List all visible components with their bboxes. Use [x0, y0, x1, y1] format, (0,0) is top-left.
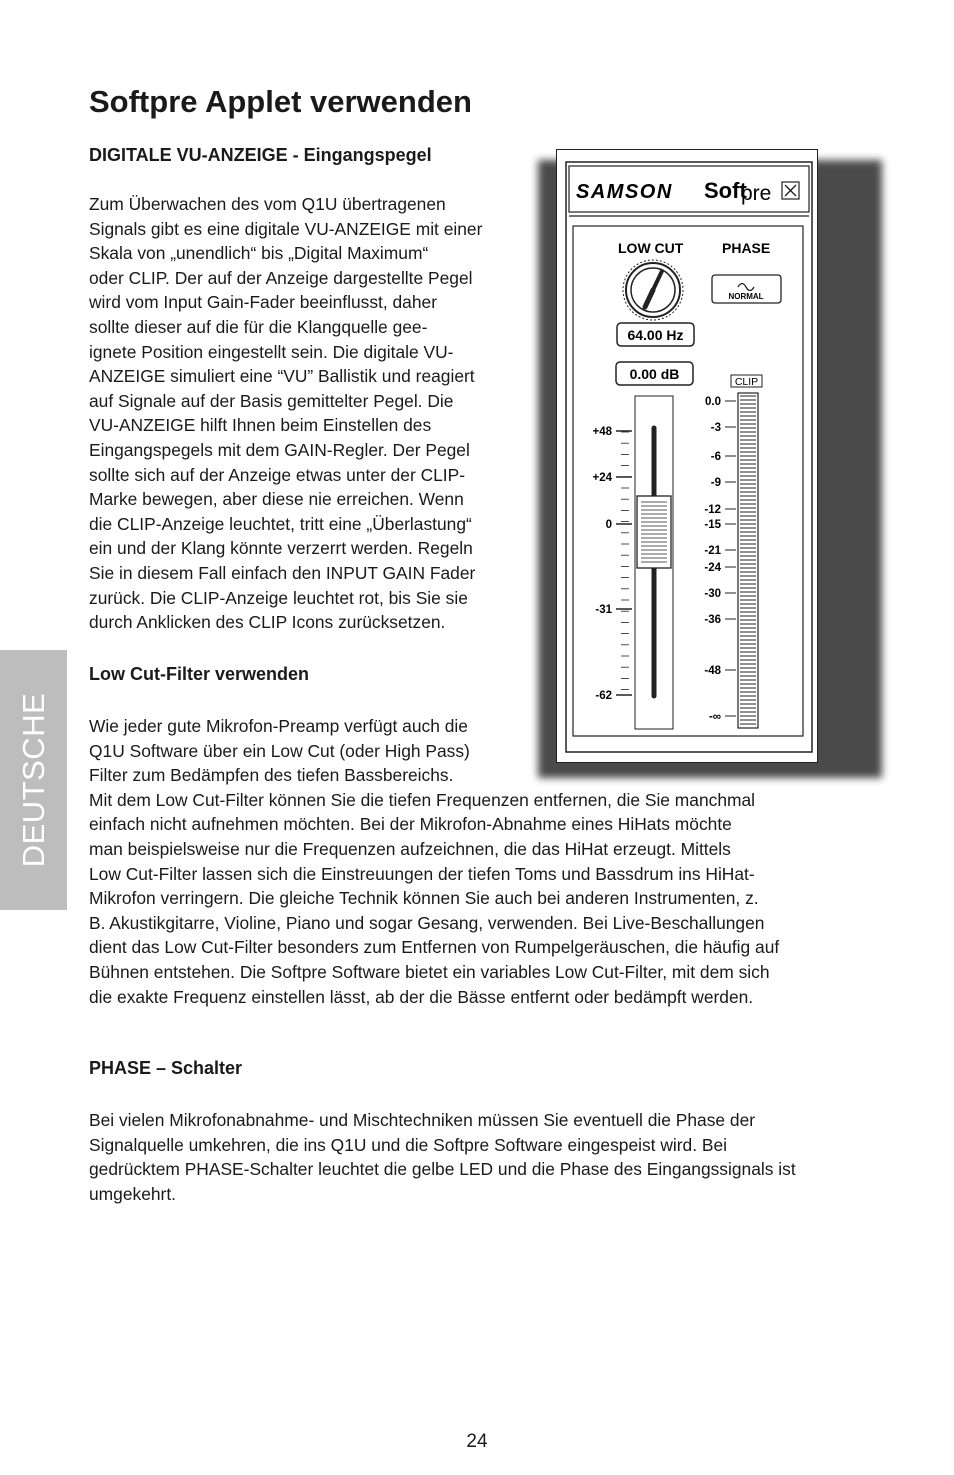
- text-line: oder CLIP. Der auf der Anzeige dargestellte Pegel: [89, 267, 473, 288]
- lowcut-knob[interactable]: [623, 260, 683, 320]
- text-line: B. Akustikgitarre, Violine, Piano und sogar Gesang, verwenden. Bei Live-Beschallungen: [89, 912, 765, 933]
- text-line: Bei vielen Mikrofonabnahme- und Mischtechniken müssen Sie eventuell die Phase der: [89, 1110, 756, 1130]
- text-line: die CLIP-Anzeige leuchtet, tritt eine „Überlastung“: [89, 513, 472, 534]
- text-line: ANZEIGE simuliert eine “VU” Ballistik und reagiert: [89, 366, 475, 387]
- text-line: die exakte Frequenz einstellen lässt, ab der die Bässe entfernt oder bedämpft werden.: [89, 986, 754, 1007]
- text-line: sollte sich auf der Anzeige etwas unter der CLIP-: [89, 464, 466, 485]
- fader-scale-label: +48: [592, 426, 612, 438]
- section-heading-phase: PHASE – Schalter: [89, 1058, 243, 1078]
- text-line: Mikrofon verringern. Die gleiche Technik können Sie auch bei anderen Instrumenten, z.: [89, 888, 759, 909]
- fader-scale-label: -31: [595, 604, 612, 616]
- clip-indicator[interactable]: [731, 375, 762, 388]
- side-tab-label: DEUTSCHE: [15, 692, 51, 868]
- text-line: Wie jeder gute Mikrofon-Preamp verfügt auch die: [89, 716, 468, 736]
- text-line: Zum Überwachen des vom Q1U übertragenen: [89, 194, 446, 214]
- meter-scale-label: -9: [710, 477, 721, 489]
- text-line: zurück. Die CLIP-Anzeige leuchtet rot, bis Sie sie: [89, 587, 468, 608]
- text-line: dient das Low Cut-Filter besonders zum Entfernen von Rumpelgeräuschen, die häufig auf: [89, 937, 780, 958]
- meter-scale-label: -21: [704, 545, 721, 557]
- text-line: VU-ANZEIGE hilft Ihnen beim Einstellen des: [89, 415, 432, 436]
- meter-scale-label: -48: [704, 665, 721, 677]
- text-line: auf Signale auf der Basis gemittelter Pegel. Die: [89, 390, 454, 411]
- text-line: Marke bewegen, aber diese nie erreichen. Wenn: [89, 489, 464, 510]
- clip-label: CLIP: [734, 376, 759, 388]
- phase-button[interactable]: [712, 275, 781, 303]
- text-line: gedrücktem PHASE-Schalter leuchtet die gelbe LED und die Phase des Eingangssignals ist: [89, 1159, 796, 1180]
- text-line: wird vom Input Gain-Fader beeinflusst, daher: [89, 292, 437, 313]
- section-heading-lowcut: Low Cut-Filter verwenden: [89, 664, 310, 684]
- frequency-value: 64.00 Hz: [627, 327, 684, 343]
- fader-scale-label: -62: [595, 690, 612, 702]
- phase-button-label: NORMAL: [728, 292, 764, 301]
- meter-scale-label: -30: [704, 588, 721, 600]
- text-line: Q1U Software über ein Low Cut (oder High Pass): [89, 740, 470, 761]
- text-line: durch Anklicken des CLIP Icons zurücksetzen.: [89, 612, 446, 633]
- vu-meter: [738, 393, 758, 728]
- meter-scale-label: -3: [710, 422, 721, 434]
- section-body-vu: [89, 192, 482, 635]
- text-line: Sie in diesem Fall einfach den INPUT GAIN Fader: [89, 562, 476, 583]
- text-line: Signalquelle umkehren, die ins Q1U und die Softpre Software eingespeist wird. Bei: [89, 1134, 728, 1155]
- frequency-display[interactable]: [617, 323, 694, 346]
- fader-handle[interactable]: [637, 496, 671, 568]
- text-line: umgekehrt.: [89, 1183, 176, 1204]
- close-icon[interactable]: [782, 182, 799, 199]
- page-title: Softpre Applet verwenden: [89, 84, 472, 119]
- text-line: ein und der Klang könnte verzerrt werden. Regeln: [89, 538, 473, 559]
- meter-scale-label: 0.0: [705, 396, 721, 408]
- text-line: Signals gibt es eine digitale VU-ANZEIGE mit einer: [89, 218, 483, 239]
- phase-label: PHASE: [722, 240, 771, 256]
- meter-scale-label: -15: [704, 519, 721, 531]
- softpre-logo-soft: Soft: [704, 178, 747, 203]
- gain-value: 0.00 dB: [629, 366, 680, 382]
- input-gain-fader[interactable]: [635, 396, 673, 729]
- section-body-phase: [89, 1108, 796, 1206]
- softpre-logo-pre: pre: [741, 182, 772, 205]
- softpre-panel-graphic: [557, 150, 819, 764]
- meter-scale-label: -12: [704, 504, 721, 516]
- meter-scale-label: -36: [704, 614, 721, 626]
- text-line: Bühnen entstehen. Die Softpre Software bietet ein variables Low Cut-Filter, mit dem sich: [89, 961, 770, 982]
- text-line: einfach nicht aufnehmen möchten. Bei der Mikrofon-Abnahme eines HiHats möchte: [89, 814, 732, 835]
- language-side-tab: [0, 650, 67, 910]
- section-heading-vu: DIGITALE VU-ANZEIGE - Eingangspegel: [89, 145, 432, 165]
- meter-scale-label: -∞: [708, 711, 721, 723]
- text-line: Filter zum Bedämpfen des tiefen Bassbereichs.: [89, 765, 454, 786]
- gain-display[interactable]: [616, 362, 693, 385]
- fader-scale-label: +24: [592, 472, 612, 484]
- meter-scale-label: -6: [710, 451, 721, 463]
- softpre-panel: [556, 149, 818, 763]
- text-line: Eingangspegels mit dem GAIN-Regler. Der Pegel: [89, 439, 470, 460]
- text-line: sollte dieser auf die für die Klangquelle gee-: [89, 316, 428, 337]
- lowcut-label: LOW CUT: [618, 240, 684, 256]
- text-line: ignete Position eingestellt sein. Die digitale VU-: [89, 341, 454, 362]
- text-line: Low Cut-Filter lassen sich die Einstreuungen der tiefen Toms und Bassdrum ins HiHat-: [89, 863, 755, 884]
- page-number: 24: [466, 1431, 488, 1452]
- meter-scale-label: -24: [704, 562, 721, 574]
- text-line: man beispielsweise nur die Frequenzen aufzeichnen, die das HiHat erzeugt. Mittels: [89, 838, 731, 859]
- fader-handle-body: [637, 496, 671, 568]
- text-line: Mit dem Low Cut-Filter können Sie die tiefen Frequenzen entfernen, die Sie manchmal: [89, 789, 756, 810]
- samson-logo: SAMSON: [576, 181, 673, 203]
- text-line: Skala von „unendlich“ bis „Digital Maximum“: [89, 243, 429, 264]
- fader-scale-label: 0: [605, 519, 612, 531]
